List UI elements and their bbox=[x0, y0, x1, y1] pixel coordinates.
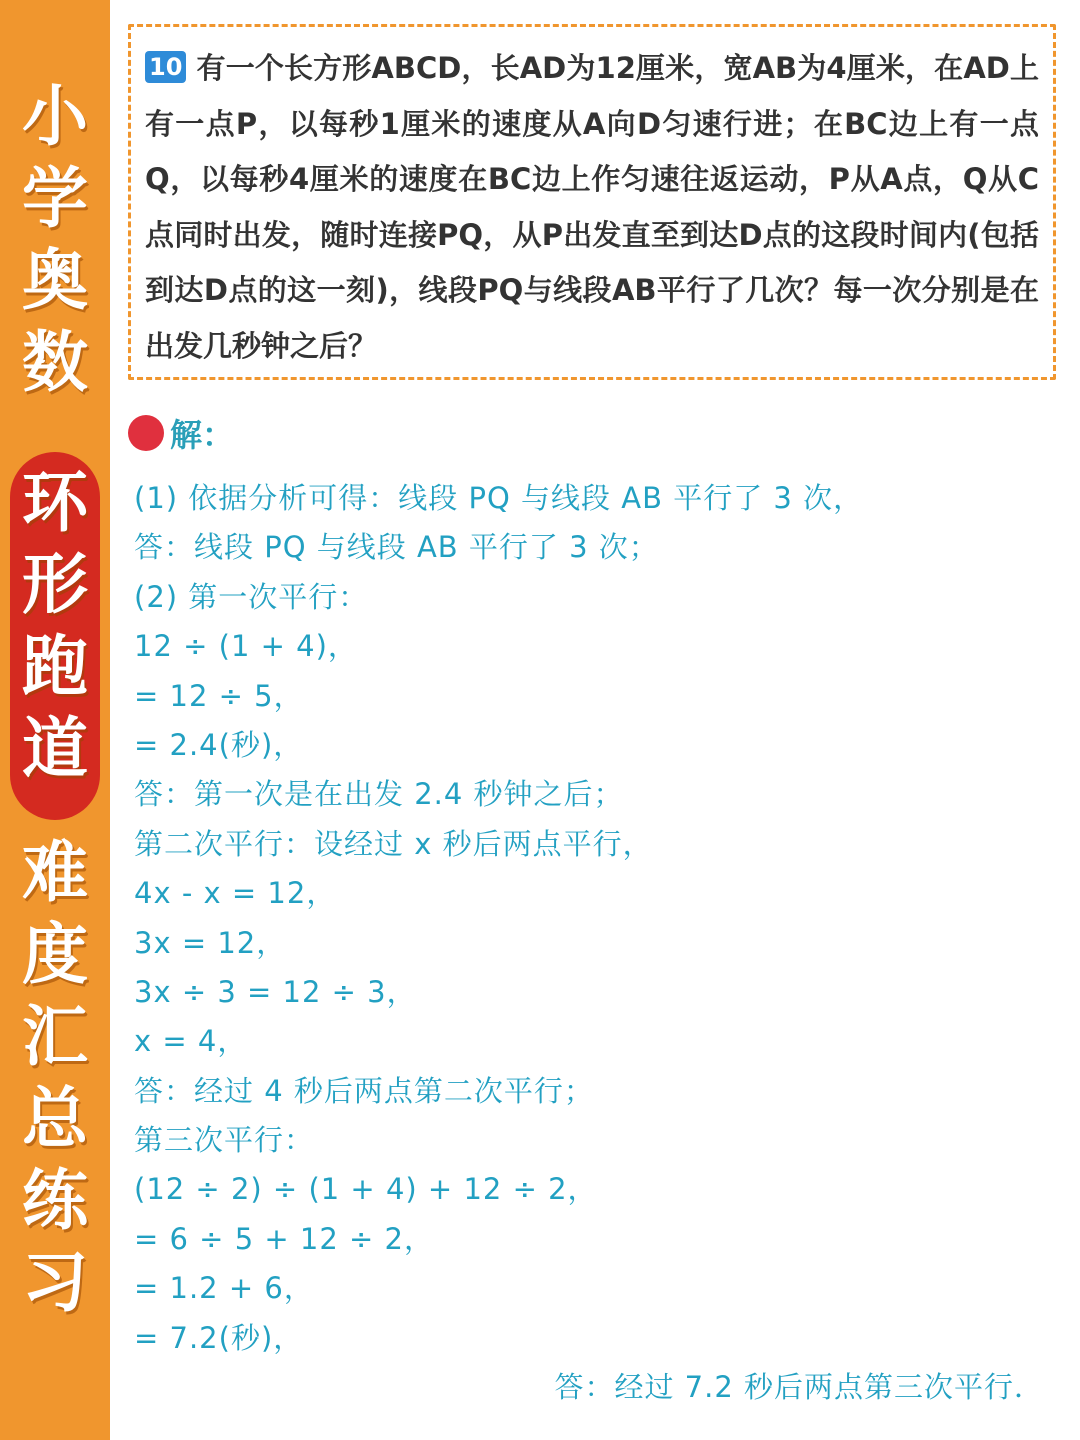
sidebar-banner bbox=[0, 0, 110, 1440]
sidebar-title-bottom bbox=[0, 832, 110, 1324]
solution-steps bbox=[134, 474, 1054, 1363]
question-box bbox=[128, 24, 1056, 380]
solution-line: = 12 ÷ 5， bbox=[134, 678, 304, 713]
sidebar-char: 难 bbox=[22, 834, 88, 911]
sidebar-char: 奥 bbox=[22, 242, 88, 319]
question-text-block bbox=[145, 41, 1039, 374]
solution-line: 4x - x = 12， bbox=[134, 876, 337, 911]
solution-line: = 6 ÷ 5 + 12 ÷ 2， bbox=[134, 1221, 434, 1256]
question-text: 有一个长方形ABCD，长AD为12厘米，宽AB为4厘米，在AD上有一点P，以每秒1厘米的速度从A向D匀速行进；在BC边上有一点Q，以每秒4厘米的速度在BC边上作匀速往返运动，P从A点，Q从C点同时出发，随时连接PQ，从P出发直至到达D点的这段时间内(包括到达D点的这一刻)，线段PQ与线段AB平行了几次？每一次分别是在出发几秒钟之后？ bbox=[145, 51, 1039, 363]
sidebar-char: 环 bbox=[22, 464, 88, 541]
solution-line: x = 4， bbox=[134, 1024, 248, 1059]
sidebar-char: 道 bbox=[22, 710, 88, 787]
solution-line: 答：第一次是在出发 2.4 秒钟之后； bbox=[134, 777, 624, 812]
question-number-badge: 10 bbox=[145, 51, 186, 83]
sidebar-char: 学 bbox=[22, 160, 88, 237]
solution-line: (12 ÷ 2) ÷ (1 + 4) + 12 ÷ 2， bbox=[134, 1172, 598, 1207]
sidebar-title-top bbox=[0, 76, 110, 404]
sidebar-char: 度 bbox=[22, 916, 88, 993]
sidebar-char: 形 bbox=[22, 546, 88, 623]
sidebar-char: 数 bbox=[22, 324, 88, 401]
sidebar-char: 总 bbox=[22, 1080, 88, 1157]
final-answer: 答：经过 7.2 秒后两点第三次平行． bbox=[554, 1370, 1044, 1404]
solution-line: = 1.2 + 6， bbox=[134, 1271, 314, 1306]
bullet-dot-icon bbox=[128, 415, 164, 451]
sidebar-char: 练 bbox=[22, 1162, 88, 1239]
solution-line: (1) 依据分析可得：线段 PQ 与线段 AB 平行了 3 次， bbox=[134, 481, 864, 515]
sidebar-topic-pill bbox=[10, 452, 100, 820]
solution-line: = 7.2(秒)， bbox=[134, 1320, 304, 1355]
solution-line: 3x = 12， bbox=[134, 925, 287, 960]
sidebar-topic bbox=[10, 462, 100, 790]
solution-line: (2) 第一次平行： bbox=[134, 579, 369, 614]
solution-line: 答：线段 PQ 与线段 AB 平行了 3 次； bbox=[134, 530, 659, 565]
solution-line: = 2.4(秒)， bbox=[134, 727, 304, 762]
solution-line: 3x ÷ 3 = 12 ÷ 3， bbox=[134, 974, 417, 1009]
solution-line: 12 ÷ (1 + 4)， bbox=[134, 629, 358, 664]
sidebar-char: 跑 bbox=[22, 628, 88, 705]
solution-label: 解： bbox=[170, 416, 235, 454]
sidebar-char: 习 bbox=[22, 1244, 88, 1321]
solution-header bbox=[128, 408, 234, 458]
solution-line: 第三次平行： bbox=[134, 1123, 315, 1158]
sidebar-char: 汇 bbox=[22, 998, 88, 1075]
sidebar-char: 小 bbox=[22, 78, 88, 155]
solution-line: 答：经过 4 秒后两点第二次平行； bbox=[134, 1073, 594, 1108]
solution-line: 第二次平行：设经过 x 秒后两点平行， bbox=[134, 826, 653, 861]
